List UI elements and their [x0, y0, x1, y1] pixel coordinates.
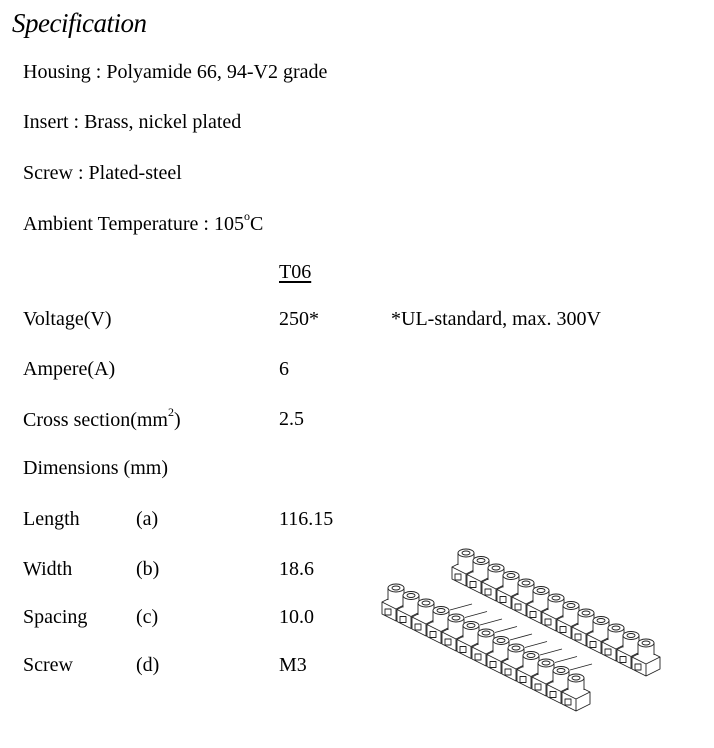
dimension-label: Spacing: [23, 606, 88, 628]
dimensions-heading: Dimensions (mm): [23, 457, 168, 479]
page-title: Specification: [12, 8, 147, 38]
ambient-temperature-unit: C: [249, 213, 264, 235]
ambient-temperature-spec: [23, 209, 264, 236]
dimension-code: (a): [136, 508, 159, 530]
ampere-label: Ampere(A): [23, 358, 116, 380]
voltage-note: *UL-standard, max. 300V: [391, 308, 601, 330]
terminal-block-illustration: [380, 540, 700, 740]
model-heading: T06: [279, 261, 312, 283]
dimension-value: 116.15: [279, 508, 334, 530]
insert-spec: Insert : Brass, nickel plated: [23, 111, 242, 133]
cross-section-close: ): [174, 409, 181, 431]
housing-spec: Housing : Polyamide 66, 94-V2 grade: [23, 61, 328, 83]
dimension-code: (c): [136, 606, 159, 628]
cross-section-text: Cross section(mm: [23, 409, 168, 431]
screw-material-spec: Screw : Plated-steel: [23, 162, 182, 184]
dimension-code: (b): [136, 558, 160, 580]
dimension-label: Screw: [23, 654, 73, 676]
ambient-temperature-text: Ambient Temperature : 105: [23, 213, 244, 235]
dimension-label: Width: [23, 558, 73, 580]
dimension-value: 10.0: [279, 606, 314, 628]
degree-sign: o: [243, 209, 250, 224]
dimension-code: (d): [136, 654, 160, 676]
dimension-label: Length: [23, 508, 80, 530]
dimension-value: M3: [279, 654, 307, 676]
cross-section-value: 2.5: [279, 408, 304, 430]
cross-section-label: [23, 405, 181, 432]
dimension-value: 18.6: [279, 558, 314, 580]
squared-sign: 2: [168, 405, 174, 420]
ampere-value: 6: [279, 358, 289, 380]
voltage-label: Voltage(V): [23, 308, 112, 330]
voltage-value: 250*: [279, 308, 319, 330]
